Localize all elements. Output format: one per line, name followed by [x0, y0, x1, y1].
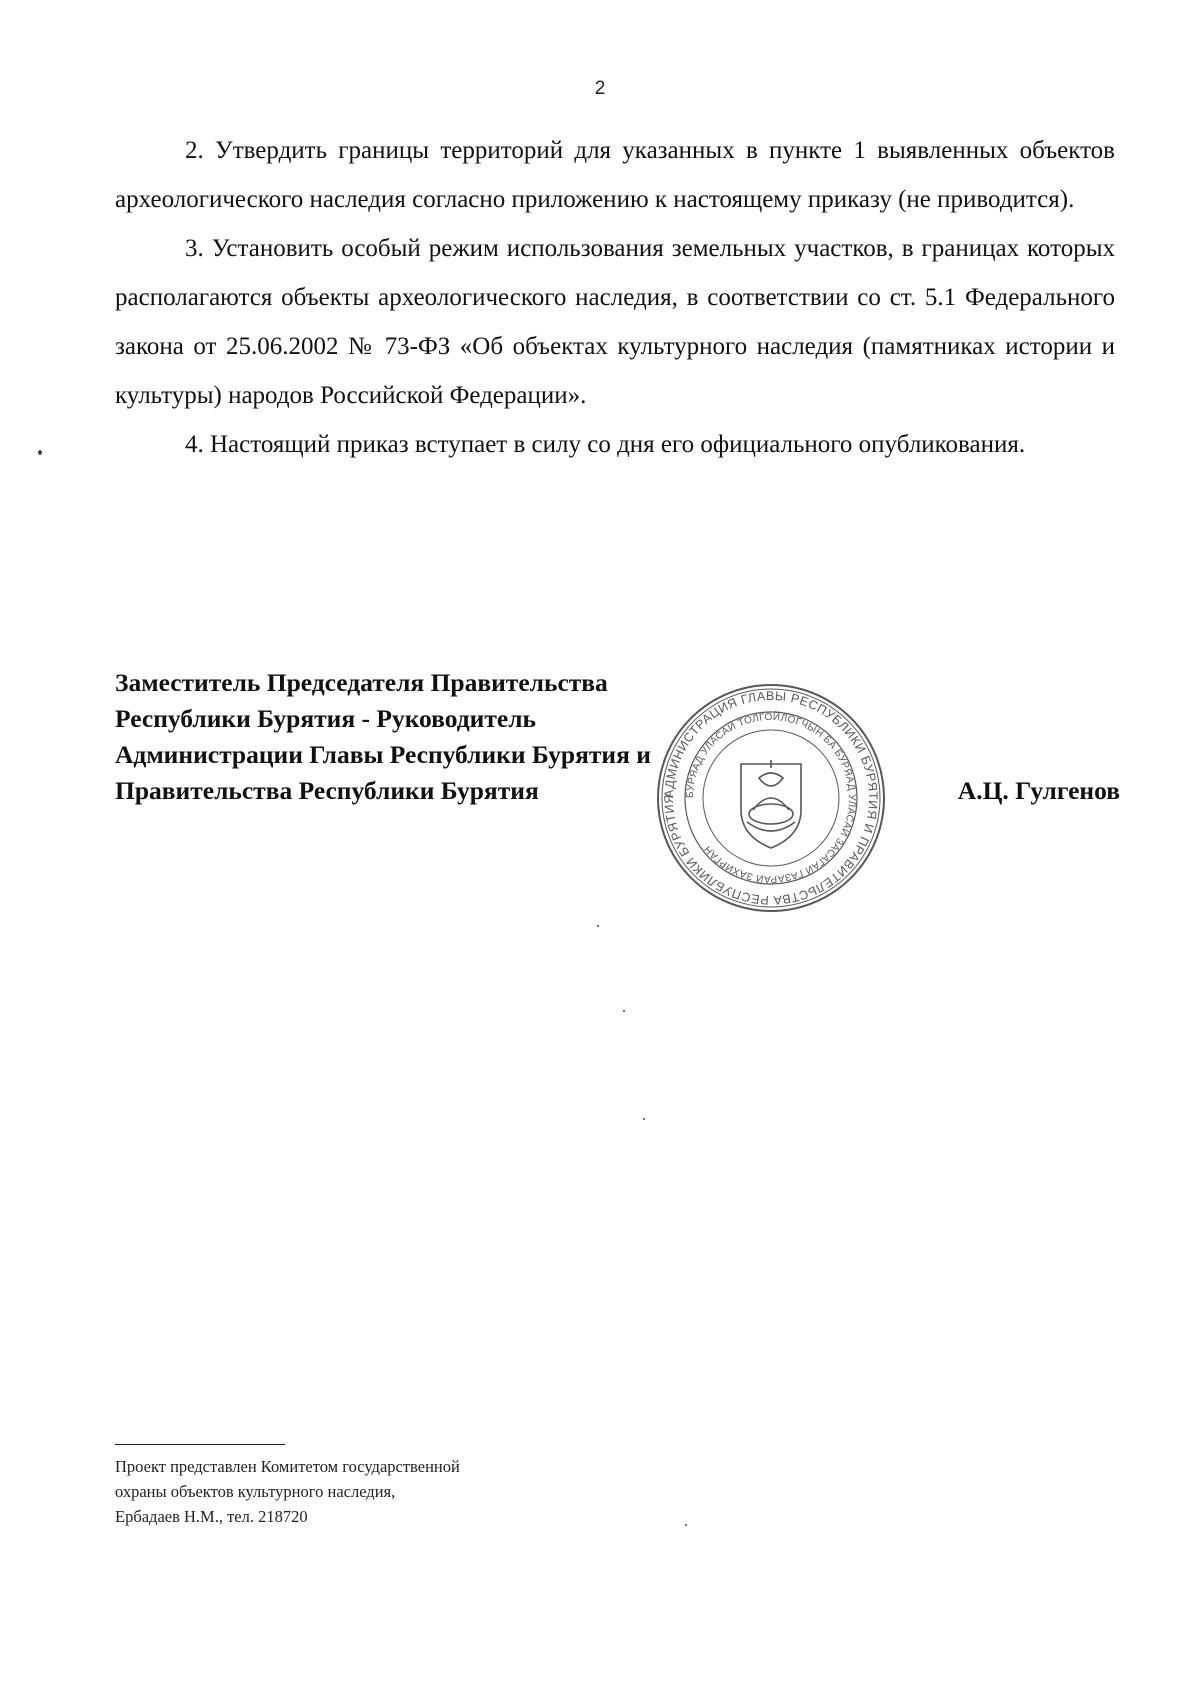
signatory-title-line: Администрации Главы Республики Бурятия и: [115, 740, 651, 769]
signature-block: [115, 665, 1120, 925]
order-body: [115, 126, 1115, 469]
seal-outer-text: АДМИНИСТРАЦИЯ ГЛАВЫ РЕСПУБЛИКИ БУРЯТИЯ И ПРАВИТЕЛЬСТВА РЕСПУБЛИКИ БУРЯТИЯ: [661, 688, 881, 908]
footnote: [115, 1454, 460, 1529]
page-number: 2: [594, 78, 606, 99]
signatory-title-line: Заместитель Председателя Правительства: [115, 668, 608, 697]
signatory-name: А.Ц. Гулгенов: [957, 776, 1120, 805]
scan-speck: [597, 925, 599, 927]
signatory-title-line: Республики Бурятия - Руководитель: [115, 704, 537, 733]
footnote-line: Ербадаев Н.М., тел. 218720: [115, 1507, 308, 1526]
paragraph-approve-boundaries: 2. Утвердить границы территорий для указанных в пункте 1 выявленных объектов археологического наследия согласно приложению к настоящему приказу (не приводится).: [115, 137, 1115, 213]
footnote-line: охраны объектов культурного наследия,: [115, 1482, 396, 1501]
footnote-divider: [115, 1444, 285, 1445]
official-seal-stamp: [655, 682, 887, 914]
scan-speck: [623, 1010, 625, 1012]
scan-speck: [685, 1524, 687, 1526]
scan-speck: [643, 1118, 645, 1120]
signatory-title: [115, 665, 651, 809]
seal-inner-text: БУРЯАД УЛАСАЙ ТОЛГОЙЛОГЧЫН БА БУРЯАД УЛАСАЙ ЗАСАГАЙ ГАЗАРАЙ ЗАХИРГАН: [684, 711, 858, 885]
coat-of-arms-icon: [741, 760, 801, 848]
footnote-line: Проект представлен Комитетом государственной: [115, 1457, 460, 1476]
paragraph-special-regime: 3. Установить особый режим использования земельных участков, в границах которых располагаются объекты археологического наследия, в соответствии со ст. 5.1 Федерального закона от 25.06.2002 № 73-ФЗ «Об объектах культурного наследия (памятниках истории и культуры) народов Российской Федерации».: [115, 235, 1115, 409]
scan-speck: [38, 450, 42, 455]
signatory-title-line: Правительства Республики Бурятия: [115, 776, 539, 805]
paragraph-entry-into-force: 4. Настоящий приказ вступает в силу со дня его официального опубликования.: [185, 431, 1026, 458]
